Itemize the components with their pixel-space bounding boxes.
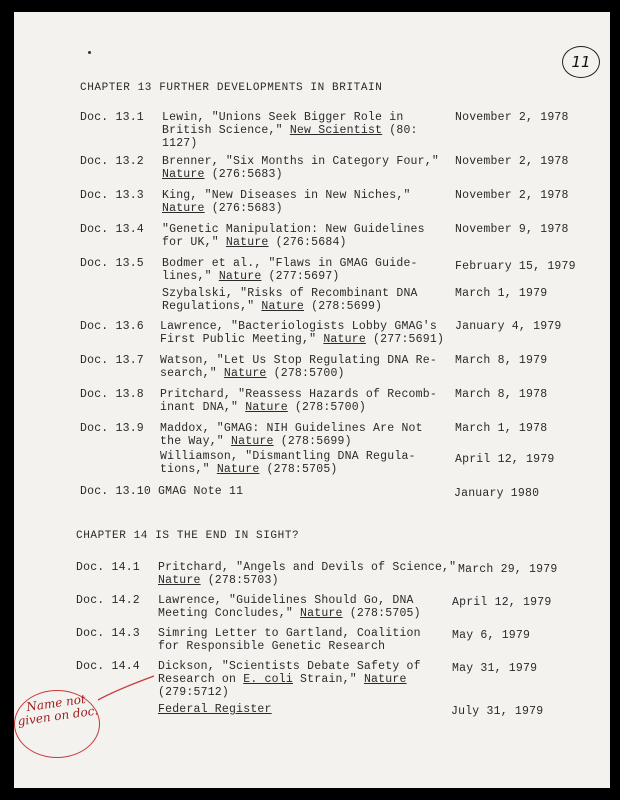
- entry-line: Nature (278:5703): [158, 574, 279, 587]
- entry-date: November 2, 1978: [455, 111, 569, 124]
- entry-date: March 29, 1979: [458, 563, 558, 576]
- entry-date: May 6, 1979: [452, 629, 531, 642]
- entry-line: Lewin, "Unions Seek Bigger Role in: [162, 111, 404, 124]
- entry-date: April 12, 1979: [455, 453, 555, 466]
- stray-mark: [88, 51, 91, 54]
- entry-line: Dickson, "Scientists Debate Safety of: [158, 660, 421, 673]
- doc-label: Doc. 14.2: [76, 594, 140, 607]
- doc-label: Doc. 14.4: [76, 660, 140, 673]
- doc-label: Doc. 14.3: [76, 627, 140, 640]
- entry-line: tions," Nature (278:5705): [160, 463, 338, 476]
- entry-date: November 2, 1978: [455, 155, 569, 168]
- entry-line: the Way," Nature (278:5699): [160, 435, 352, 448]
- doc-label: Doc. 13.1: [80, 111, 144, 124]
- entry-date: March 8, 1979: [455, 354, 548, 367]
- entry-date: July 31, 1979: [451, 705, 544, 718]
- entry-line: Meeting Concludes," Nature (278:5705): [158, 607, 421, 620]
- doc-label: Doc. 13.10: [80, 485, 152, 498]
- doc-label: Doc. 13.8: [80, 388, 144, 401]
- entry-date: January 1980: [454, 487, 540, 500]
- doc-label: Doc. 13.5: [80, 257, 144, 270]
- doc-label: Doc. 13.4: [80, 223, 144, 236]
- entry-line: Lawrence, "Guidelines Should Go, DNA: [158, 594, 414, 607]
- entry-line: Nature (276:5683): [162, 168, 283, 181]
- doc-label: Doc. 13.7: [80, 354, 144, 367]
- entry-line: "Genetic Manipulation: New Guidelines: [162, 223, 425, 236]
- entry-line: (279:5712): [158, 686, 230, 699]
- entry-date: May 31, 1979: [452, 662, 538, 675]
- entry-line: 1127): [162, 137, 198, 150]
- entry-date: November 2, 1978: [455, 189, 569, 202]
- entry-line: British Science," New Scientist (80:: [162, 124, 418, 137]
- entry-line: Pritchard, "Reassess Hazards of Recomb-: [160, 388, 437, 401]
- entry-line: for UK," Nature (276:5684): [162, 236, 347, 249]
- entry-line: Brenner, "Six Months in Category Four,": [162, 155, 439, 168]
- entry-date: April 12, 1979: [452, 596, 552, 609]
- entry-date: March 1, 1978: [455, 422, 548, 435]
- entry-line: inant DNA," Nature (278:5700): [160, 401, 366, 414]
- entry-date: February 15, 1979: [455, 260, 576, 273]
- entry-line: Regulations," Nature (278:5699): [162, 300, 383, 313]
- doc-label: Doc. 14.1: [76, 561, 140, 574]
- entry-date: March 1, 1979: [455, 287, 548, 300]
- doc-label: Doc. 13.6: [80, 320, 144, 333]
- handwritten-note-text: Name not given on doc.: [16, 691, 99, 729]
- entry-line: Maddox, "GMAG: NIH Guidelines Are Not: [160, 422, 423, 435]
- entry-date: January 4, 1979: [455, 320, 562, 333]
- entry-date: November 9, 1978: [455, 223, 569, 236]
- entry-line: lines," Nature (277:5697): [162, 270, 340, 283]
- entry-line: Simring Letter to Gartland, Coalition: [158, 627, 421, 640]
- chapter-13-heading: CHAPTER 13 FURTHER DEVELOPMENTS IN BRITAIN: [80, 82, 383, 94]
- doc-label: Doc. 13.3: [80, 189, 144, 202]
- handwritten-note: [14, 690, 100, 758]
- entry-line: Williamson, "Dismantling DNA Regula-: [160, 450, 416, 463]
- note-pointer-line: [96, 672, 156, 702]
- entry-line: Lawrence, "Bacteriologists Lobby GMAG's: [160, 320, 437, 333]
- entry-line: Nature (276:5683): [162, 202, 283, 215]
- entry-line: Szybalski, "Risks of Recombinant DNA: [162, 287, 418, 300]
- entry-line: search," Nature (278:5700): [160, 367, 345, 380]
- entry-line: for Responsible Genetic Research: [158, 640, 386, 653]
- entry-line: Research on E. coli Strain," Nature: [158, 673, 407, 686]
- entry-date: March 8, 1978: [455, 388, 548, 401]
- entry-line: Federal Register: [158, 703, 272, 716]
- doc-label: Doc. 13.2: [80, 155, 144, 168]
- entry-line: GMAG Note 11: [158, 485, 244, 498]
- entry-line: Watson, "Let Us Stop Regulating DNA Re-: [160, 354, 437, 367]
- entry-line: Bodmer et al., "Flaws in GMAG Guide-: [162, 257, 418, 270]
- entry-line: Pritchard, "Angels and Devils of Science,": [158, 561, 457, 574]
- doc-label: Doc. 13.9: [80, 422, 144, 435]
- chapter-14-heading: CHAPTER 14 IS THE END IN SIGHT?: [76, 530, 300, 542]
- page-number: 11: [562, 46, 600, 78]
- entry-line: First Public Meeting," Nature (277:5691): [160, 333, 445, 346]
- entry-line: King, "New Diseases in New Niches,": [162, 189, 411, 202]
